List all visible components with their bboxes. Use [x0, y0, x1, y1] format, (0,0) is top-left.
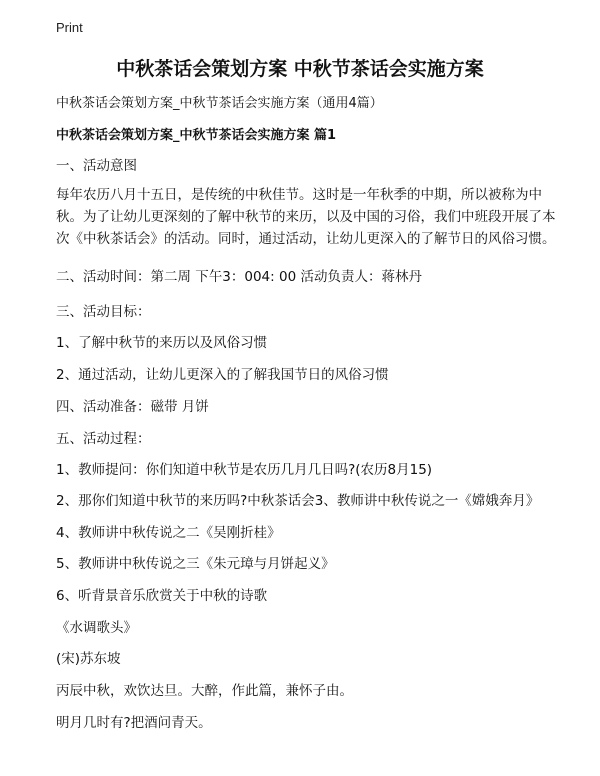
- poem-preface: 丙辰中秋，欢饮达旦。大醉，作此篇，兼怀子由。: [56, 683, 353, 699]
- document-subtitle: 中秋茶话会策划方案_中秋节茶话会实施方案（通用4篇）: [56, 96, 383, 111]
- process-item-1: 1、教师提问：你们知道中秋节是农历几月几日吗?(农历8月15): [56, 462, 433, 478]
- process-item-6: 6、听背景音乐欣赏关于中秋的诗歌: [56, 588, 268, 604]
- poem-author: (宋)苏东坡: [56, 651, 121, 667]
- paragraph-intent: 每年农历八月十五日，是传统的中秋佳节。这时是一年秋季的中期，所以被称为中秋。为了让幼儿更深刻的了解中秋节的来历，以及中国的习俗，我们中班段开展了本次《中秋茶话会》的活动。同时，通过活动，让幼儿更深入的了解节日的风俗习惯。: [56, 187, 556, 247]
- activity-preparation: 四、活动准备：磁带 月饼: [56, 399, 209, 415]
- print-link[interactable]: Print: [56, 20, 83, 35]
- poem-title: 《水调歌头》: [56, 620, 137, 636]
- process-item-5: 5、教师讲中秋传说之三《朱元璋与月饼起义》: [56, 556, 335, 572]
- goal-item-2: 2、通过活动，让幼儿更深入的了解我国节日的风俗习惯: [56, 367, 389, 383]
- goal-item-1: 1、了解中秋节的来历以及风俗习惯: [56, 335, 268, 351]
- process-item-2: 2、那你们知道中秋节的来历吗?中秋茶话会3、教师讲中秋传说之一《嫦娥奔月》: [56, 493, 540, 509]
- section-heading: 中秋茶话会策划方案_中秋节茶话会实施方案 篇1: [56, 128, 337, 143]
- activity-time: 二、活动时间：第二周 下午3：004: 00 活动负责人：蒋林丹: [56, 269, 422, 285]
- process-item-4: 4、教师讲中秋传说之二《吴刚折桂》: [56, 525, 281, 541]
- heading-goals: 三、活动目标：: [56, 304, 151, 320]
- heading-process: 五、活动过程：: [56, 431, 151, 447]
- heading-intent: 一、活动意图: [56, 158, 137, 174]
- poem-line-1: 明月几时有?把酒问青天。: [56, 715, 212, 731]
- page-title: 中秋茶话会策划方案 中秋节茶话会实施方案: [116, 58, 484, 80]
